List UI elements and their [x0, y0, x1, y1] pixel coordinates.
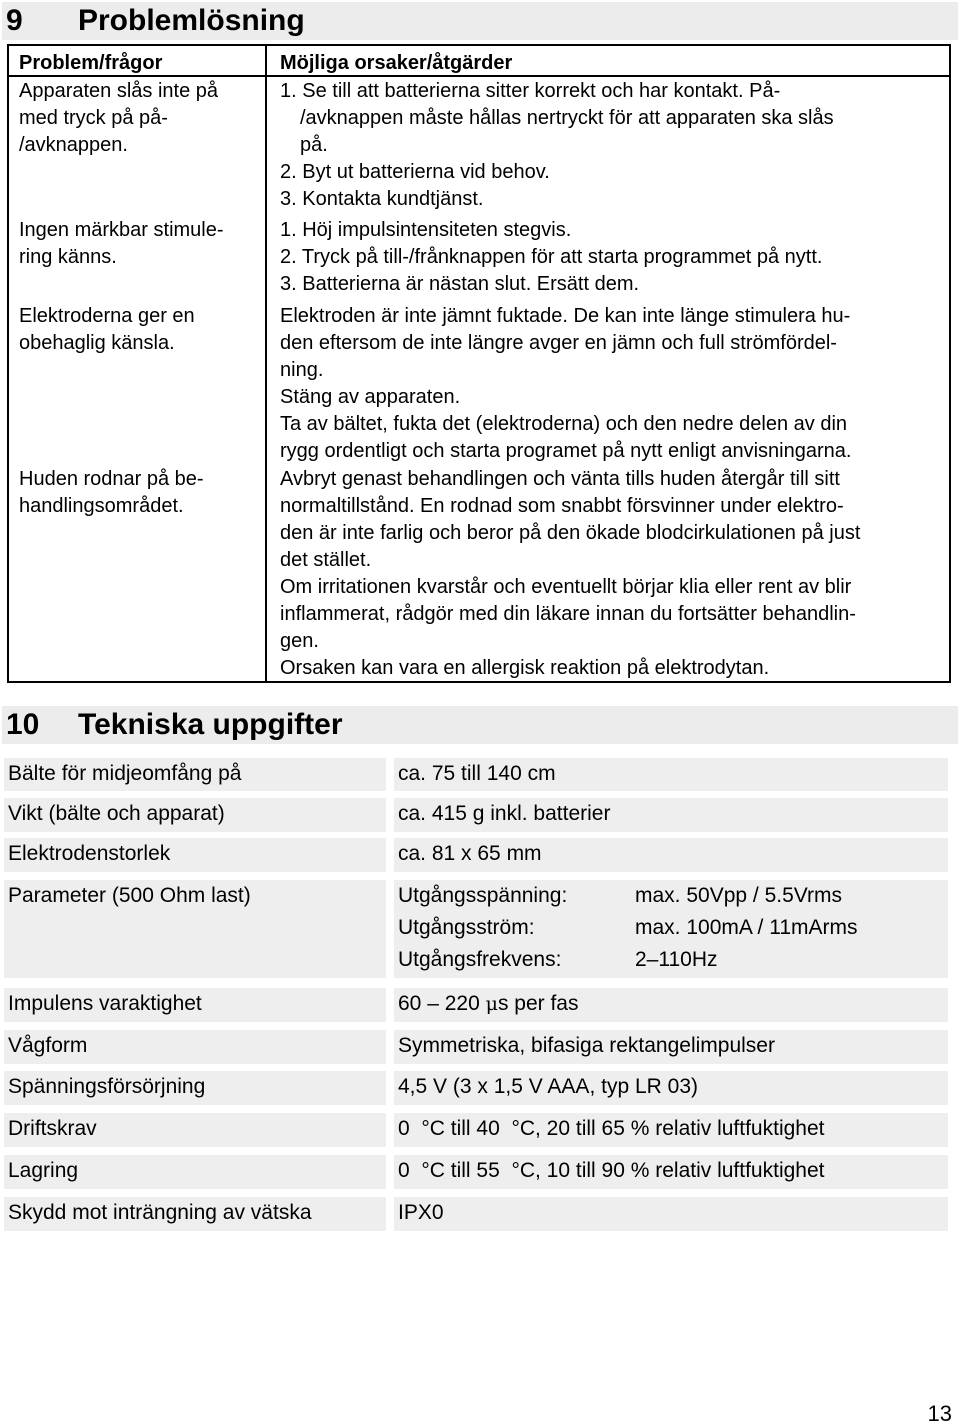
spec-value: ca. 81 x 65 mm: [394, 838, 948, 872]
troubleshooting-table: [7, 44, 951, 683]
problem-line: Huden rodnar på be-: [19, 468, 204, 490]
spec-label: Skydd mot inträngning av vätska: [4, 1197, 386, 1231]
spec-value: Symmetriska, bifasiga rektangelimpulser: [394, 1030, 948, 1064]
problem-cell: [19, 466, 259, 520]
cause-line: gen.: [280, 630, 319, 652]
cause-line: 1. Se till att batterierna sitter korrekt och har kontakt. På-: [280, 80, 781, 102]
problem-line: obehaglig känsla.: [19, 332, 175, 354]
cause-line: Orsaken kan vara en allergisk reaktion på elektrodytan.: [280, 657, 770, 679]
cause-line: 1. Höj impulsintensiteten stegvis.: [280, 219, 572, 241]
spec-label: Parameter (500 Ohm last): [4, 880, 386, 978]
problem-cell: [19, 78, 259, 159]
spec-label: Vågform: [4, 1030, 386, 1064]
causes-cell: [280, 303, 945, 465]
cause-line: på.: [300, 134, 328, 156]
cause-line: 2. Tryck på till-/frånknappen för att starta programmet på nytt.: [280, 246, 823, 268]
parameter-value: max. 50Vpp / 5.5Vrms: [635, 884, 842, 907]
spec-label: Spänningsförsörjning: [4, 1071, 386, 1105]
problem-line: /avknappen.: [19, 134, 128, 156]
parameter-line: [398, 944, 948, 976]
section-number: 10: [6, 708, 40, 741]
spec-parameters: [394, 880, 948, 978]
spec-label: Bälte för midjeomfång på: [4, 758, 386, 791]
parameter-name: Utgångsspänning:: [398, 884, 568, 907]
spec-label: Elektrodenstorlek: [4, 838, 386, 872]
spec-value: 0 °C till 55 °C, 10 till 90 % relativ luftfuktighet: [394, 1155, 948, 1189]
causes-cell: [280, 78, 945, 213]
cause-line: Elektroden är inte jämnt fuktade. De kan inte länge stimulera hu-: [280, 305, 851, 327]
spec-label: Driftskrav: [4, 1113, 386, 1147]
causes-cell: [280, 466, 945, 682]
spec-label: Impulens varaktighet: [4, 988, 386, 1022]
cause-line: Om irritationen kvarstår och eventuellt börjar klia eller rent av blir: [280, 576, 852, 598]
spec-value: ca. 415 g inkl. batterier: [394, 798, 948, 832]
parameter-name: Utgångsström:: [398, 916, 535, 939]
cause-line: Stäng av apparaten.: [280, 386, 461, 408]
duration-range: 60 – 220: [398, 992, 486, 1015]
problem-line: med tryck på på-: [19, 107, 168, 129]
page-number: 13: [927, 1401, 952, 1426]
section-title: Tekniska uppgifter: [78, 708, 343, 741]
parameter-name: Utgångsfrekvens:: [398, 948, 562, 971]
parameter-value: max. 100mA / 11mArms: [635, 916, 858, 939]
spec-value: IPX0: [394, 1197, 948, 1231]
problem-line: Elektroderna ger en: [19, 305, 195, 327]
problem-line: Apparaten slås inte på: [19, 80, 219, 102]
problem-line: ring känns.: [19, 246, 117, 268]
section-number: 9: [6, 4, 23, 37]
cause-line: 2. Byt ut batterierna vid behov.: [280, 161, 550, 183]
section-9-heading: [2, 2, 958, 40]
cause-line: den eftersom de inte längre avger en jämn och full strömfördel-: [280, 332, 837, 354]
cause-line: Avbryt genast behandlingen och vänta tills huden återgår till sitt: [280, 468, 840, 490]
cause-line: rygg ordentligt och starta programet på nytt enligt anvisningarna.: [280, 440, 852, 462]
cause-line: den är inte farlig och beror på den ökade blodcirkulationen på just: [280, 522, 861, 544]
cause-line: inflammerat, rådgör med din läkare innan du fortsätter behandlin-: [280, 603, 856, 625]
cause-line: 3. Kontakta kundtjänst.: [280, 188, 484, 210]
section-title: Problemlösning: [78, 4, 305, 37]
column-divider: [265, 46, 267, 681]
parameter-line: [398, 912, 948, 944]
spec-value: ca. 75 till 140 cm: [394, 758, 948, 791]
parameter-value: 2–110Hz: [635, 948, 718, 971]
section-10-heading: [2, 706, 958, 744]
spec-label: Lagring: [4, 1155, 386, 1189]
causes-cell: [280, 217, 945, 298]
cause-line: /avknappen måste hållas nertryckt för att apparaten ska slås: [300, 107, 834, 129]
problem-cell: [19, 303, 259, 357]
problem-line: Ingen märkbar stimule-: [19, 219, 224, 241]
cause-line: normaltillstånd. En rodnad som snabbt försvinner under elektro-: [280, 495, 844, 517]
problem-cell: [19, 217, 259, 271]
cause-line: ning.: [280, 359, 324, 381]
spec-value: [394, 988, 948, 1022]
cause-line: 3. Batterierna är nästan slut. Ersätt dem.: [280, 273, 640, 295]
problem-line: handlingsområdet.: [19, 495, 184, 517]
header-problem: Problem/frågor: [19, 52, 163, 74]
micro-symbol: μ: [485, 993, 498, 1015]
spec-value: 0 °C till 40 °C, 20 till 65 % relativ luftfuktighet: [394, 1113, 948, 1147]
cause-line: Ta av bältet, fukta det (elektroderna) och den nedre delen av din: [280, 413, 848, 435]
duration-unit: s per fas: [497, 992, 579, 1015]
header-causes: Möjliga orsaker/åtgärder: [280, 52, 513, 74]
spec-value: 4,5 V (3 x 1,5 V AAA, typ LR 03): [394, 1071, 948, 1105]
cause-line: det stället.: [280, 549, 372, 571]
parameter-line: [398, 880, 948, 912]
spec-label: Vikt (bälte och apparat): [4, 798, 386, 832]
